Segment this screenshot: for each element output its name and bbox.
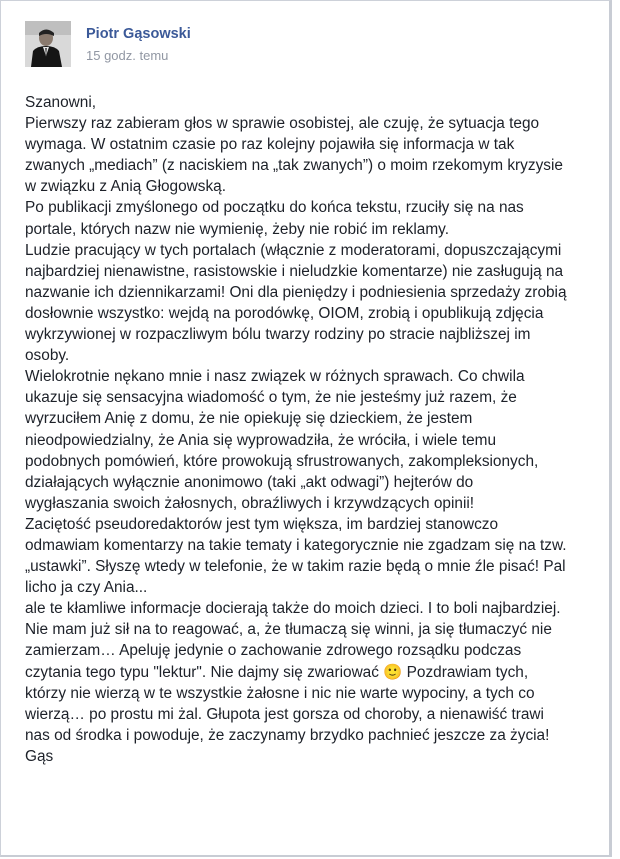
avatar[interactable]	[25, 21, 71, 67]
message-paragraph: Szanowni,	[25, 94, 97, 111]
message-paragraph: ale te kłamliwe informacje docierają także do moich dzieci. I to boli najbardziej. Nie mam już sił na to reagować, a, że tłumaczą się winni, ja się tłumaczyć nie zamierzam… Apeluję jedynie o zachowanie zdrowego rozsądku podczas czytania tego typu "lektur". Nie dajmy się zwariować 🙂 Pozdrawiam tych, którzy nie wierzą w te wszystkie żałosne i nic nie warte wypociny, a tych co wierzą… po prostu mi żal. Głupota jest gorsza od choroby, a nienawiść trawi nas od środka i powoduje, że zaczynamy brzydko pachnieć jeszcze za życia!	[25, 600, 561, 744]
message-paragraph: Po publikacji zmyślonego od początku do końca tekstu, rzuciły się na nas portale, których nazw nie wymienię, żeby nie robić im reklamy.	[25, 199, 524, 238]
message-paragraph: Ludzie pracujący w tych portalach (włącznie z moderatorami, dopuszczającymi najbardziej nienawistne, rasistowskie i nieludzkie komentarze) nie zasługują na nazwanie ich dziennikarzami! Oni dla pieniędzy i podniesienia sprzedaży zrobią dosłownie wszystko: wejdą na porodówkę, OIOM, zrobią i opublikują zdjęcia wykrzywionej w rozpaczliwym bólu twarzy rodziny po stracie najbliższej im osoby.	[25, 241, 567, 365]
message-paragraph: Wielokrotnie nękano mnie i nasz związek w różnych sprawach. Co chwila ukazuje się sensacyjna wiadomość o tym, że nie jesteśmy już razem, że wyrzuciłem Anię z domu, że nie opiekuję się dzieckiem, że jestem nieodpowiedzialny, że Ania się wyprowadziła, że wróciła, i wiele temu podobnych pomówień, które prowokują sfrustrowanych, zakompleksionych, działających wyłącznie anonimowo (taki „akt odwagi”) hejterów do wygłaszania swoich żałosnych, obraźliwych i krzywdzących opinii!	[25, 368, 539, 512]
message-paragraph: Pierwszy raz zabieram głos w sprawie osobistej, ale czuję, że sytuacja tego wymaga. W ostatnim czasie po raz kolejny pojawiła się informacja w tak zwanych „mediach” (z naciskiem na „tak zwanych”) o moim rzekomym kryzysie w związku z Anią Głogowską.	[25, 115, 563, 196]
profile-photo-icon	[25, 21, 71, 67]
message-paragraph: Zaciętość pseudoredaktorów jest tym większa, im bardziej stanowczo odmawiam komentarzy na takie tematy i kategorycznie nie zgadzam się na tzw. „ustawki”. Słyszę wtedy w telefonie, że w takim razie będą o mnie źle pisać! Pal licho ja czy Ania...	[25, 515, 567, 597]
post-message	[25, 92, 610, 767]
message-signature: Gąs	[25, 747, 54, 765]
post-timestamp-link[interactable]: 15 godz. temu	[86, 48, 169, 63]
author-name-link[interactable]: Piotr Gąsowski	[86, 26, 191, 42]
